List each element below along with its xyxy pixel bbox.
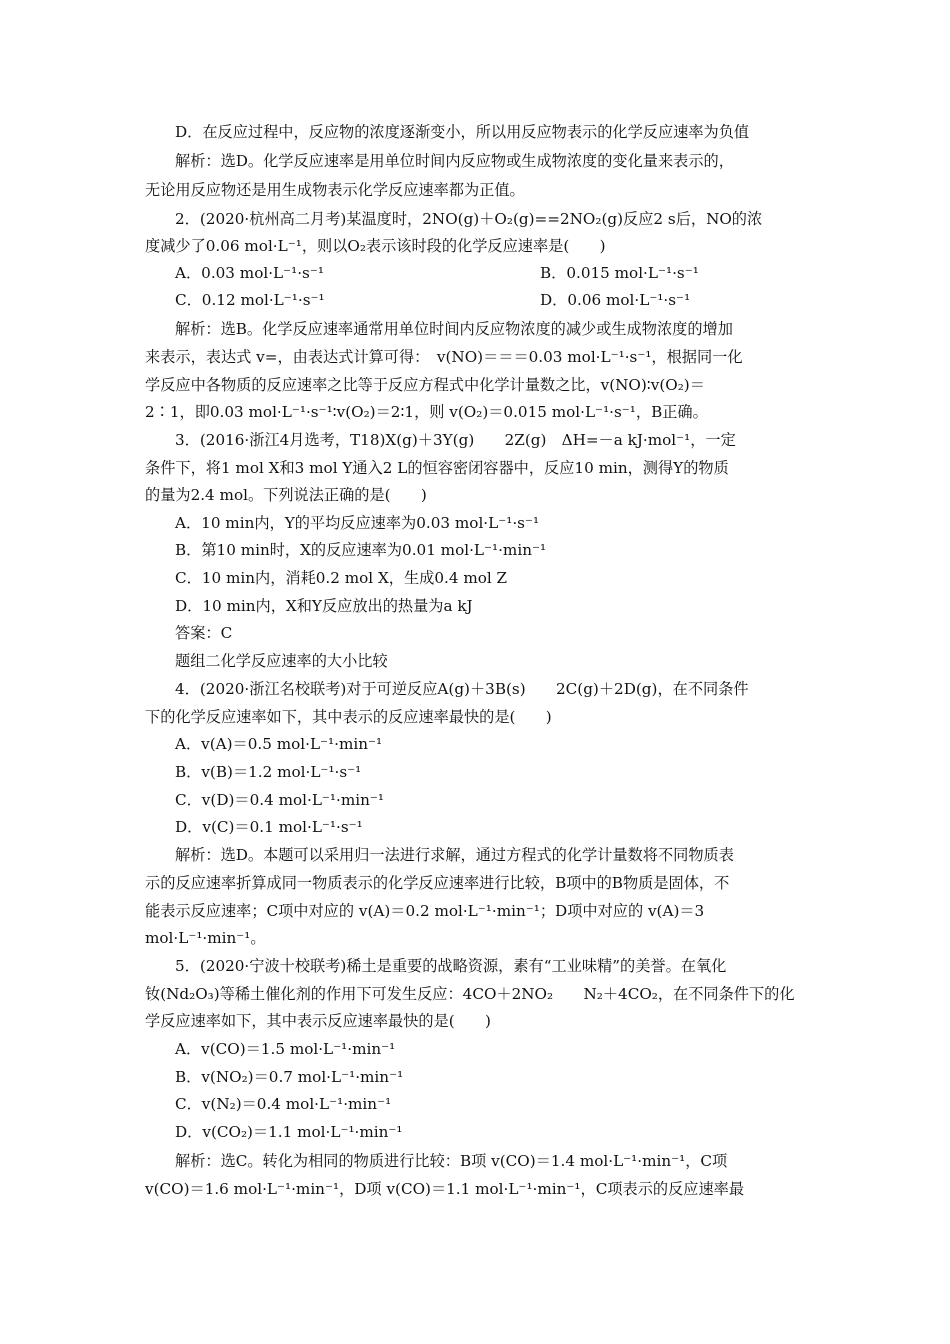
option-line: D．0.06 mol·L⁻¹·s⁻¹ [540,291,691,309]
option-line: A．10 min内，Y的平均反应速率为0.03 mol·L⁻¹·s⁻¹ [175,514,540,532]
option-line: C．10 min内，消耗0.2 mol X，生成0.4 mol Z [175,569,508,587]
text-line: 解析：选B。化学反应速率通常用单位时间内反应物浓度的减少或生成物浓度的增加 [175,320,733,338]
option-line: A．v(A)＝0.5 mol·L⁻¹·min⁻¹ [175,735,383,753]
option-line: C．v(D)＝0.4 mol·L⁻¹·min⁻¹ [175,791,384,809]
option-line: B．v(NO₂)＝0.7 mol·L⁻¹·min⁻¹ [175,1068,404,1086]
text-line: 解析：选C。转化为相同的物质进行比较：B项 v(CO)＝1.4 mol·L⁻¹·min⁻¹，C项 [175,1152,728,1170]
text-line: 能表示反应速率；C项中对应的 v(A)＝0.2 mol·L⁻¹·min⁻¹；D项中对应的 v(A)＝3 [145,902,705,920]
text-line: 解析：选D。本题可以采用归一法进行求解，通过方程式的化学计量数将不同物质表 [175,846,734,864]
text-line: 无论用反应物还是用生成物表示化学反应速率都为正值。 [145,181,525,199]
text-line: 钕(Nd₂O₃)等稀土催化剂的作用下可发生反应：4CO＋2NO₂ N₂＋4CO₂，在不同条件下的化 [145,985,795,1003]
option-line: A．0.03 mol·L⁻¹·s⁻¹ [175,264,324,282]
answer-line: 答案：C [175,624,233,642]
text-line: 3．(2016·浙江4月选考，T18)X(g)＋3Y(g) 2Z(g) ΔH=－a kJ·mol⁻¹，一定 [175,431,736,449]
text-line: 2．(2020·杭州高二月考)某温度时，2NO(g)＋O₂(g)==2NO₂(g)反应2 s后，NO的浓 [175,210,763,228]
section-heading: 题组二化学反应速率的大小比较 [175,652,388,670]
text-line: 示的反应速率折算成同一物质表示的化学反应速率进行比较，B项中的B物质是固体，不 [145,874,730,892]
text-line: v(CO)＝1.6 mol·L⁻¹·min⁻¹，D项 v(CO)＝1.1 mol·L⁻¹·min⁻¹，C项表示的反应速率最 [145,1180,745,1198]
option-line: D．v(CO₂)＝1.1 mol·L⁻¹·min⁻¹ [175,1123,403,1141]
text-line: 度减少了0.06 mol·L⁻¹，则以O₂表示该时段的化学反应速率是( ) [145,237,606,255]
text-line: 2∶1，即0.03 mol·L⁻¹·s⁻¹∶v(O₂)＝2∶1，则 v(O₂)＝0.015 mol·L⁻¹·s⁻¹，B正确。 [145,403,708,421]
option-line: C．0.12 mol·L⁻¹·s⁻¹ [175,291,325,309]
text-line: 学反应速率如下，其中表示反应速率最快的是( ) [145,1012,491,1030]
text-line: 5．(2020·宁波十校联考)稀土是重要的战略资源，素有“工业味精”的美誉。在氧化 [175,957,727,975]
option-line: B．0.015 mol·L⁻¹·s⁻¹ [540,264,699,282]
text-line: D．在反应过程中，反应物的浓度逐渐变小，所以用反应物表示的化学反应速率为负值 [175,123,750,141]
text-line: 条件下，将1 mol X和3 mol Y通入2 L的恒容密闭容器中，反应10 min，测得Y的物质 [145,459,729,477]
option-line: D．10 min内，X和Y反应放出的热量为a kJ [175,597,473,615]
text-line: 来表示，表达式 v=，由表达式计算可得： v(NO)＝＝＝0.03 mol·L⁻¹·s⁻¹，根据同一化 [145,348,743,366]
text-line: 的量为2.4 mol。下列说法正确的是( ) [145,486,427,504]
text-line: 下的化学反应速率如下，其中表示的反应速率最快的是( ) [145,708,552,726]
option-line: C．v(N₂)＝0.4 mol·L⁻¹·min⁻¹ [175,1095,392,1113]
option-line: B．第10 min时，X的反应速率为0.01 mol·L⁻¹·min⁻¹ [175,541,547,559]
option-line: A．v(CO)＝1.5 mol·L⁻¹·min⁻¹ [175,1040,396,1058]
text-line: 4．(2020·浙江名校联考)对于可逆反应A(g)＋3B(s) 2C(g)＋2D(g)，在不同条件 [175,680,749,698]
option-line: B．v(B)＝1.2 mol·L⁻¹·s⁻¹ [175,763,362,781]
option-line: D．v(C)＝0.1 mol·L⁻¹·s⁻¹ [175,818,363,836]
text-line: 学反应中各物质的反应速率之比等于反应方程式中化学计量数之比，v(NO)∶v(O₂)＝ [145,376,705,394]
text-line: mol·L⁻¹·min⁻¹。 [145,929,266,947]
text-line: 解析：选D。化学反应速率是用单位时间内反应物或生成物浓度的变化量来表示的， [175,152,734,170]
